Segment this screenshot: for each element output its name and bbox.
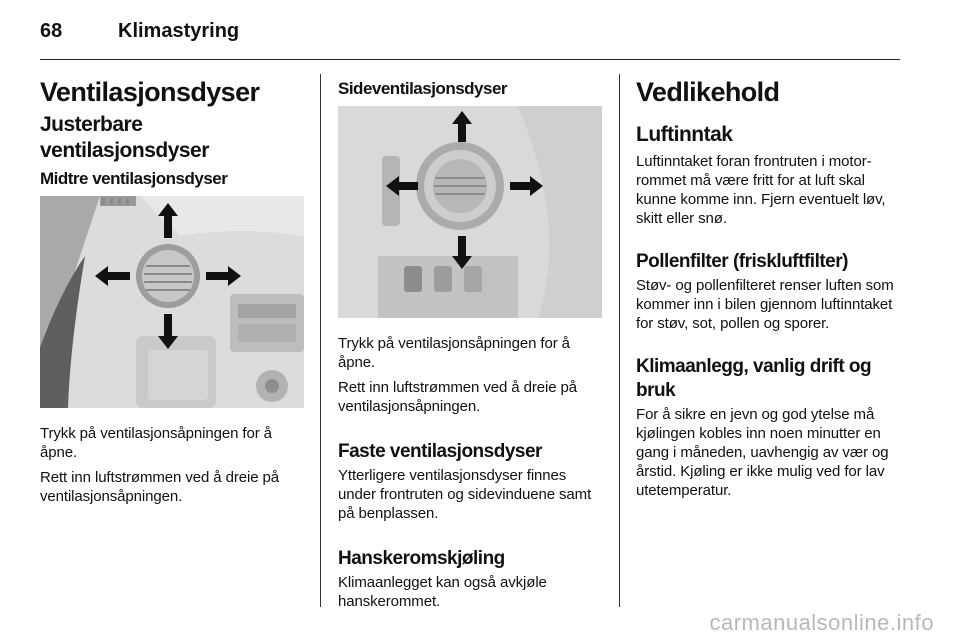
heading-luftinntak: Luftinntak (636, 123, 733, 146)
col3-paragraph-klimaanlegg: For å sikre en jevn og god ytelse må kjølingen kobles inn noen minutter en gang i måneden, uavhengig av vær og årstid. Kjøling er ikke mulig ved for lav utetemperatur. (636, 406, 889, 499)
heading-ventilasjonsdyser: Ventilasjonsdyser (40, 77, 260, 107)
heading-pollenfilter: Pollenfilter (friskluftfilter) (636, 251, 848, 272)
col2-paragraph-faste: Ytterligere ventilasjonsdyser finnes under frontruten og sidevinduene samt på benplassen. (338, 467, 592, 522)
heading-faste: Faste ventilasjonsdyser (338, 441, 542, 462)
heading-hanskerom: Hanskeromskjøling (338, 548, 505, 569)
watermark: carmanualsonline.info (709, 610, 934, 635)
page-number: 68 (40, 20, 63, 42)
heading-sideventilasjonsdyser: Sideventilasjonsdyser (338, 79, 508, 98)
heading-vedlikehold: Vedlikehold (636, 77, 780, 107)
col1-paragraph-2: Rett inn luftstrømmen ved å dreie på ventilasjonsåpningen. (40, 469, 280, 505)
heading-justerbare: Justerbare ventilasjonsdyser (40, 113, 209, 162)
side-vent-illustration (338, 106, 602, 318)
header-rule (40, 59, 900, 60)
col3-paragraph-pollenfilter: Støv- og pollenfilteret renser luften som kommer inn i bilen gjennom luftinntaket for støv, sot, pollen og sporer. (636, 277, 894, 332)
col3-paragraph-luftinntak: Luftinntaket foran frontruten i motorrommet må være fritt for at luft skal kunne komme inn. Fjern eventuelt løv, skitt eller snø. (636, 153, 886, 227)
running-head-title: Klimastyring (118, 20, 240, 42)
heading-klimaanlegg: Klimaanlegg, vanlig drift og bruk (636, 356, 872, 401)
column-divider-2 (619, 74, 620, 607)
col2-paragraph-hanskerom: Klimaanlegget kan også avkjøle hanskerommet. (338, 574, 547, 610)
heading-midtre: Midtre ventilasjonsdyser (40, 169, 228, 188)
column-divider-1 (320, 74, 321, 607)
center-vent-illustration (40, 196, 304, 408)
column-1 (40, 70, 304, 512)
column-3 (636, 70, 904, 506)
column-2 (338, 70, 602, 617)
col2-paragraph-1: Trykk på ventilasjonsåpningen for å åpne. (338, 335, 570, 371)
col2-paragraph-2: Rett inn luftstrømmen ved å dreie på ventilasjonsåpningen. (338, 379, 578, 415)
col1-paragraph-1: Trykk på ventilasjonsåpningen for å åpne. (40, 425, 272, 461)
